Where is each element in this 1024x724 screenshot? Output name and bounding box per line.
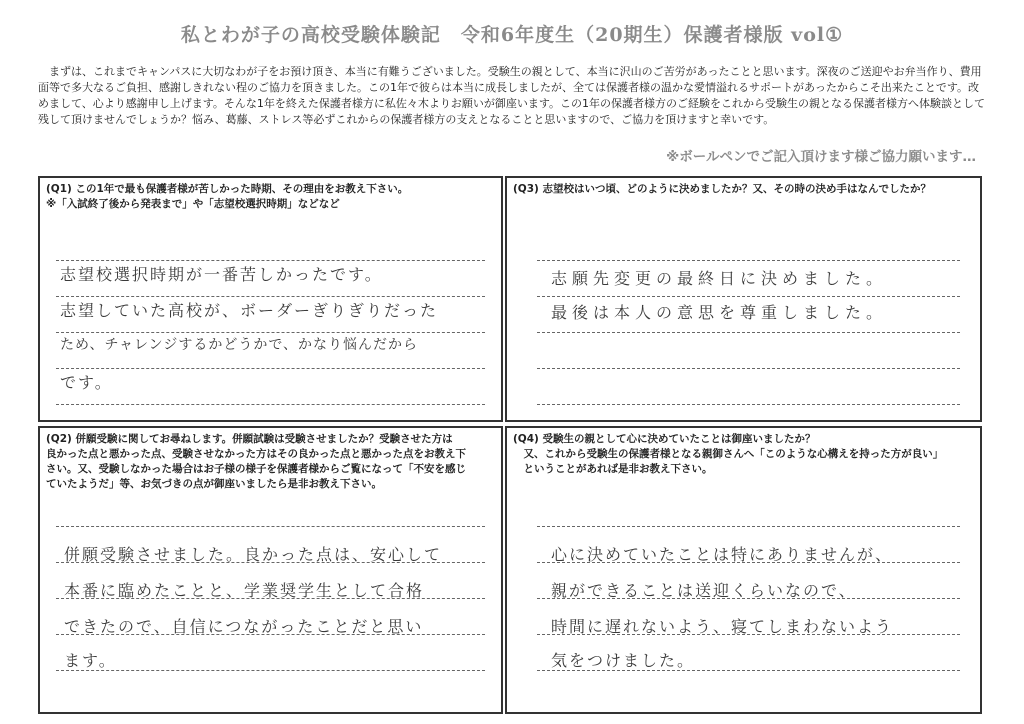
q4-answer-line: 親ができることは送迎くらいなので、	[551, 581, 857, 600]
q1-question-line: ※「入試終了後から発表まで」や「志望校選択時期」などなど	[46, 198, 340, 210]
q1-answer-line: 志望していた高校が、ボーダーぎりぎりだった	[60, 301, 439, 320]
intro-paragraph: まずは、これまでキャンパスに大切なわが子をお預け頂き、本当に有難うございました。受験生の親として、本当に沢山のご苦労があったことと思います。深夜のご送迎やお弁当作り、費用面等で多大なるご負担、感謝しきれない程のご協力を頂きました。この1年で彼らは本当に成長しましたが、全ては保護者様の温かな愛情溢れるサポートがあったからこそ出来たことです。改めまして、心より感謝申し上げます。そんな1年を終えた保護者様方に私佐々木よりお願いが御座います。この1年の保護者様方のご経験をこれから受験生の親となる保護者様方へ体験談として残して頂けませんでしょうか？悩み、葛藤、ストレス等必ずこれからの保護者様方の支えとなることと思いますので、ご協力を頂けますと幸いです。	[38, 65, 986, 126]
q3-question-line: (Q3) 志望校はいつ頃、どのように決めましたか？又、その時の決め手はなんでしたか？	[513, 183, 931, 195]
answer-rule	[56, 260, 485, 261]
answer-rule	[56, 296, 485, 297]
answer-rule	[537, 260, 960, 261]
q4-answer-line: 時間に遅れないよう、寝てしまわないよう	[551, 617, 894, 636]
answer-rule	[537, 404, 960, 405]
q2-question-line: 良かった点と悪かった点、受験させなかった方はその良かった点と悪かった点をお教え下	[46, 448, 466, 460]
q2-answer-line: ます。	[64, 651, 117, 670]
q3-box	[505, 176, 982, 422]
q3-answer-line: 志願先変更の最終日に決めました。	[551, 269, 888, 288]
q1-question	[46, 182, 495, 212]
q4-question	[513, 432, 974, 477]
page-title: 私とわが子の高校受験体験記 令和6年度生（20期生）保護者様版 vol①	[180, 24, 844, 46]
q4-answer-line: 心に決めていたことは特にありませんが、	[551, 545, 894, 564]
q1-answer-line: です。	[60, 373, 113, 392]
q2-question-line: さい。又、受験しなかった場合はお子様の様子を保護者様からご覧になって「不安を感じ	[46, 463, 466, 475]
q2-answer-line: 併願受験させました。良かった点は、安心して	[64, 545, 443, 564]
q2-question-line: ていたようだ」等、お気づきの点が御座いましたら是非お教え下さい。	[46, 478, 382, 490]
q4-question-line: 又、これから受験生の保護者様となる親御さんへ「このような心構えを持った方が良い」	[513, 448, 944, 460]
q2-box	[38, 426, 503, 714]
q3-question	[513, 182, 974, 197]
answer-rule	[56, 332, 485, 333]
q1-answer-line: ため、チャレンジするかどうかで、かなり悩んだから	[60, 337, 419, 353]
q3-answer-line: 最後は本人の意思を尊重しました。	[551, 303, 888, 322]
q4-question-line: (Q4) 受験生の親として心に決めていたことは御座いましたか？	[513, 433, 816, 445]
answer-rule	[537, 296, 960, 297]
q2-question-line: (Q2) 併願受験に関してお尋ねします。併願試験は受験させましたか？受験させた方は	[46, 433, 453, 445]
answer-rule	[537, 368, 960, 369]
q1-box	[38, 176, 503, 422]
q2-question	[46, 432, 495, 492]
q1-question-line: (Q1) この1年で最も保護者様が苦しかった時期、その理由をお教え下さい。	[46, 183, 409, 195]
answer-rule	[56, 368, 485, 369]
q2-answer-line: 本番に臨めたことと、学業奨学生として合格	[64, 581, 425, 600]
q1-answer-line: 志望校選択時期が一番苦しかったです。	[60, 265, 383, 284]
answer-rule	[537, 332, 960, 333]
ballpoint-notice: ※ボールペンでご記入頂けます様ご協力願います…	[666, 149, 976, 165]
answer-rule	[56, 526, 485, 527]
answer-rule	[56, 670, 485, 671]
answer-rule	[56, 404, 485, 405]
answer-rule	[537, 526, 960, 527]
q4-answer-line: 気をつけました。	[551, 651, 696, 670]
q4-box	[505, 426, 982, 714]
q4-question-line: ということがあれば是非お教え下さい。	[513, 463, 713, 475]
q2-answer-line: できたので、自信につながったことだと思い	[64, 617, 424, 636]
